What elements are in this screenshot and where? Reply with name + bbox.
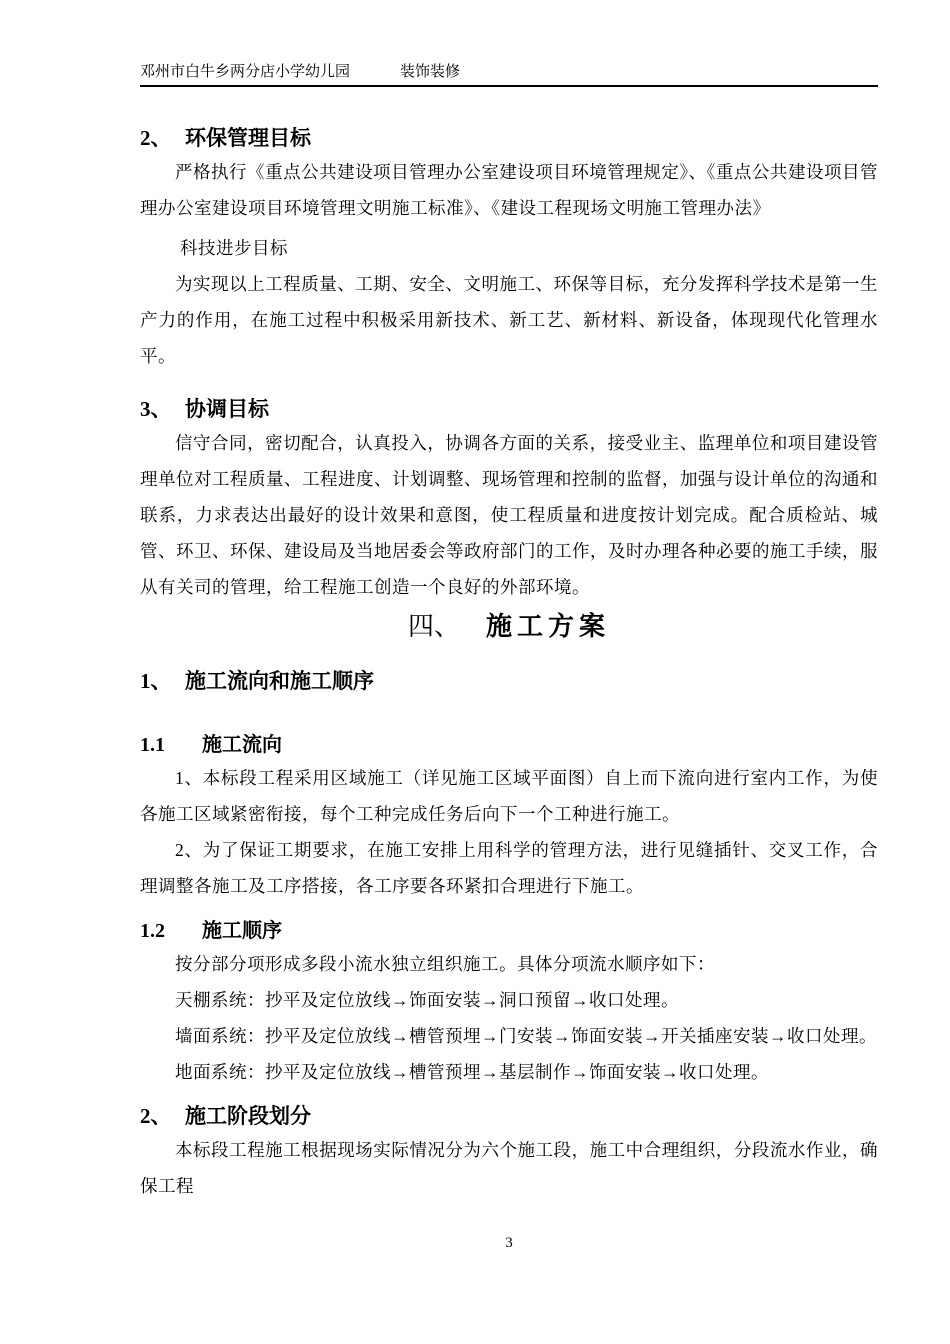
heading-number: 2、 [140,126,172,150]
paragraph-order-ceiling-system: 天棚系统：抄平及定位放线→饰面安装→洞口预留→收口处理。 [175,990,679,1010]
heading-construction-flow [140,730,878,760]
heading-coordination-targets [140,394,878,425]
heading-text: 施工流向和施工顺序 [185,670,374,693]
heading-flow-and-order [140,666,878,697]
heading-number: 1、 [140,669,172,693]
page-number: 3 [505,1235,513,1251]
heading-construction-order [140,916,878,946]
heading-number: 3、 [140,397,172,421]
chapter-title-construction-plan [140,609,878,644]
header-section-name: 装饰装修 [400,64,461,80]
paragraph-tech-body: 为实现以上工程质量、工期、安全、文明施工、环保等目标，充分发挥科学技术是第一生产力的作用，在施工过程中积极采用新技术、新工艺、新材料、新设备，体现现代化管理水平。 [140,274,878,366]
heading-number: 1.2 [140,920,165,942]
paragraph-order-intro: 按分部分项形成多段小流水独立组织施工。具体分项流水顺序如下： [175,954,715,974]
heading-text: 施工顺序 [202,920,282,942]
heading-number: 2、 [140,1104,172,1128]
paragraph-flow-1: 1、本标段工程采用区域施工（详见施工区域平面图）自上而下流向进行室内工作，为使各施工区域紧密衔接，每个工种完成任务后向下一个工种进行施工。 [140,768,878,824]
paragraph-coordination-body: 信守合同，密切配合，认真投入，协调各方面的关系，接受业主、监理单位和项目建设管理单位对工程质量、工程进度、计划调整、现场管理和控制的监督，加强与设计单位的沟通和联系，力求表达出最好的设计效果和意图，使工程质量和进度按计划完成。配合质检站、城管、环卫、环保、建设局及当地居委会等政府部门的工作，及时办理各种必要的施工手续，服从有关司的管理，给工程施工创造一个良好的外部环境。 [140,433,878,597]
paragraph-order-wall-system: 墙面系统：抄平及定位放线→槽管预埋→门安装→饰面安装→开关插座安装→收口处理。 [175,1026,877,1046]
paragraph-flow-2: 2、为了保证工期要求，在施工安排上用科学的管理方法，进行见缝插针、交叉工作，合理调整各施工及工序搭接，各工序要各环紧扣合理进行下施工。 [140,840,878,896]
heading-text: 施工阶段划分 [185,1105,311,1128]
paragraph-stages-body: 本标段工程施工根据现场实际情况分为六个施工段，施工中合理组织，分段流水作业，确保工程 [140,1140,878,1196]
subheading-tech-progress: 科技进步目标 [180,238,288,258]
paragraph-order-floor-system: 地面系统：抄平及定位放线→槽管预埋→基层制作→饰面安装→收口处理。 [175,1062,769,1082]
heading-text: 协调目标 [185,398,269,421]
heading-stage-division [140,1101,878,1132]
heading-number: 1.1 [140,734,165,756]
heading-text: 环保管理目标 [185,127,311,150]
chapter-number: 四、 [407,612,460,641]
page-header [140,62,878,87]
header-project-name: 邓州市白牛乡两分店小学幼儿园 [140,64,351,80]
heading-environment-targets [140,123,878,154]
heading-text: 施工流向 [202,734,282,756]
chapter-text: 施工方案 [486,611,611,641]
paragraph-environment-body: 严格执行《重点公共建设项目管理办公室建设项目环境管理规定》、《重点公共建设项目管理办公室建设项目环境管理文明施工标准》、《建设工程现场文明施工管理办法》 [140,162,878,218]
